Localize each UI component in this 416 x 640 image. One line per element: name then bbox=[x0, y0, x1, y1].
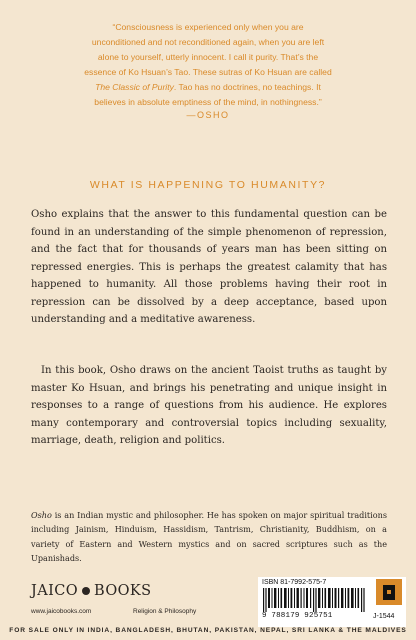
blurb-paragraph-2: In this book, Osho draws on the ancient Taoist truths as taught by master Ko Hsuan, and brings his penetrating and unique insight in responses to a range of questions from his audience. He explores many contemporary and controversial topics including sexuality, marriage, death, religion and politics. bbox=[31, 365, 387, 446]
author-bio-text: is an Indian mystic and philosopher. He has spoken on major spiritual traditions including Jainism, Hinduism, Hassidism, Tantrism, Christianity, Buddhism, on a variety of Eastern and Western mystics and on sacred scriptures such as the Upanishads. bbox=[31, 510, 387, 563]
badge-door-icon bbox=[383, 585, 395, 600]
quote-line-rest: . Tao has no doctrines, no teachings. It bbox=[173, 82, 321, 92]
isbn-text: ISBN 81-7992-575-7 bbox=[262, 579, 327, 586]
quote-line: essence of Ko Hsuan’s Tao. These sutras of Ko Hsuan are called bbox=[84, 67, 332, 77]
barcode-digits: 9 788179 925751 bbox=[262, 612, 333, 620]
author-bio bbox=[31, 508, 387, 565]
author-name: Osho bbox=[31, 510, 52, 520]
back-cover-quote bbox=[30, 20, 386, 110]
quote-line: alone to yourself, utterly innocent. I call it purity. That’s the bbox=[97, 52, 319, 62]
quote-line: believes in absolute emptiness of the mind, in nothingness.” bbox=[94, 97, 322, 107]
publisher-mark-icon bbox=[82, 587, 90, 595]
publisher-badge-icon bbox=[376, 579, 402, 605]
publisher-name-right: BOOKS bbox=[94, 583, 152, 599]
book-category: Religion & Philosophy bbox=[133, 608, 197, 615]
publisher-website[interactable]: www.jaicobooks.com bbox=[31, 608, 92, 615]
quote-attribution: —OSHO bbox=[186, 110, 230, 120]
section-heading: WHAT IS HAPPENING TO HUMANITY? bbox=[89, 179, 327, 191]
quote-line: “Consciousness is experienced only when you are bbox=[112, 22, 304, 32]
publisher-logo bbox=[31, 583, 151, 599]
quote-line bbox=[30, 80, 386, 95]
book-title: The Classic of Purity bbox=[95, 82, 174, 92]
blurb-paragraph-1: Osho explains that the answer to this fundamental question can be found in an understanding of the simple phenomenon of repression, and the fact that for thousands of years man has been sitting on repressed energies. This is perhaps the greatest calamity that has happened to humanity. All those problems having their root in repression can be dissolved by a deep acceptance, based upon understanding and a meditative awareness. bbox=[31, 209, 387, 325]
quote-line: unconditioned and not reconditioned again, when you are left bbox=[91, 37, 325, 47]
publisher-name-left: JAICO bbox=[31, 583, 78, 599]
sale-territory-notice: FOR SALE ONLY IN INDIA, BANGLADESH, BHUTAN, PAKISTAN, NEPAL, SRI LANKA & THE MALDIVES bbox=[0, 627, 416, 640]
barcode-icon bbox=[263, 588, 367, 612]
catalog-code: J-1544 bbox=[373, 613, 395, 620]
